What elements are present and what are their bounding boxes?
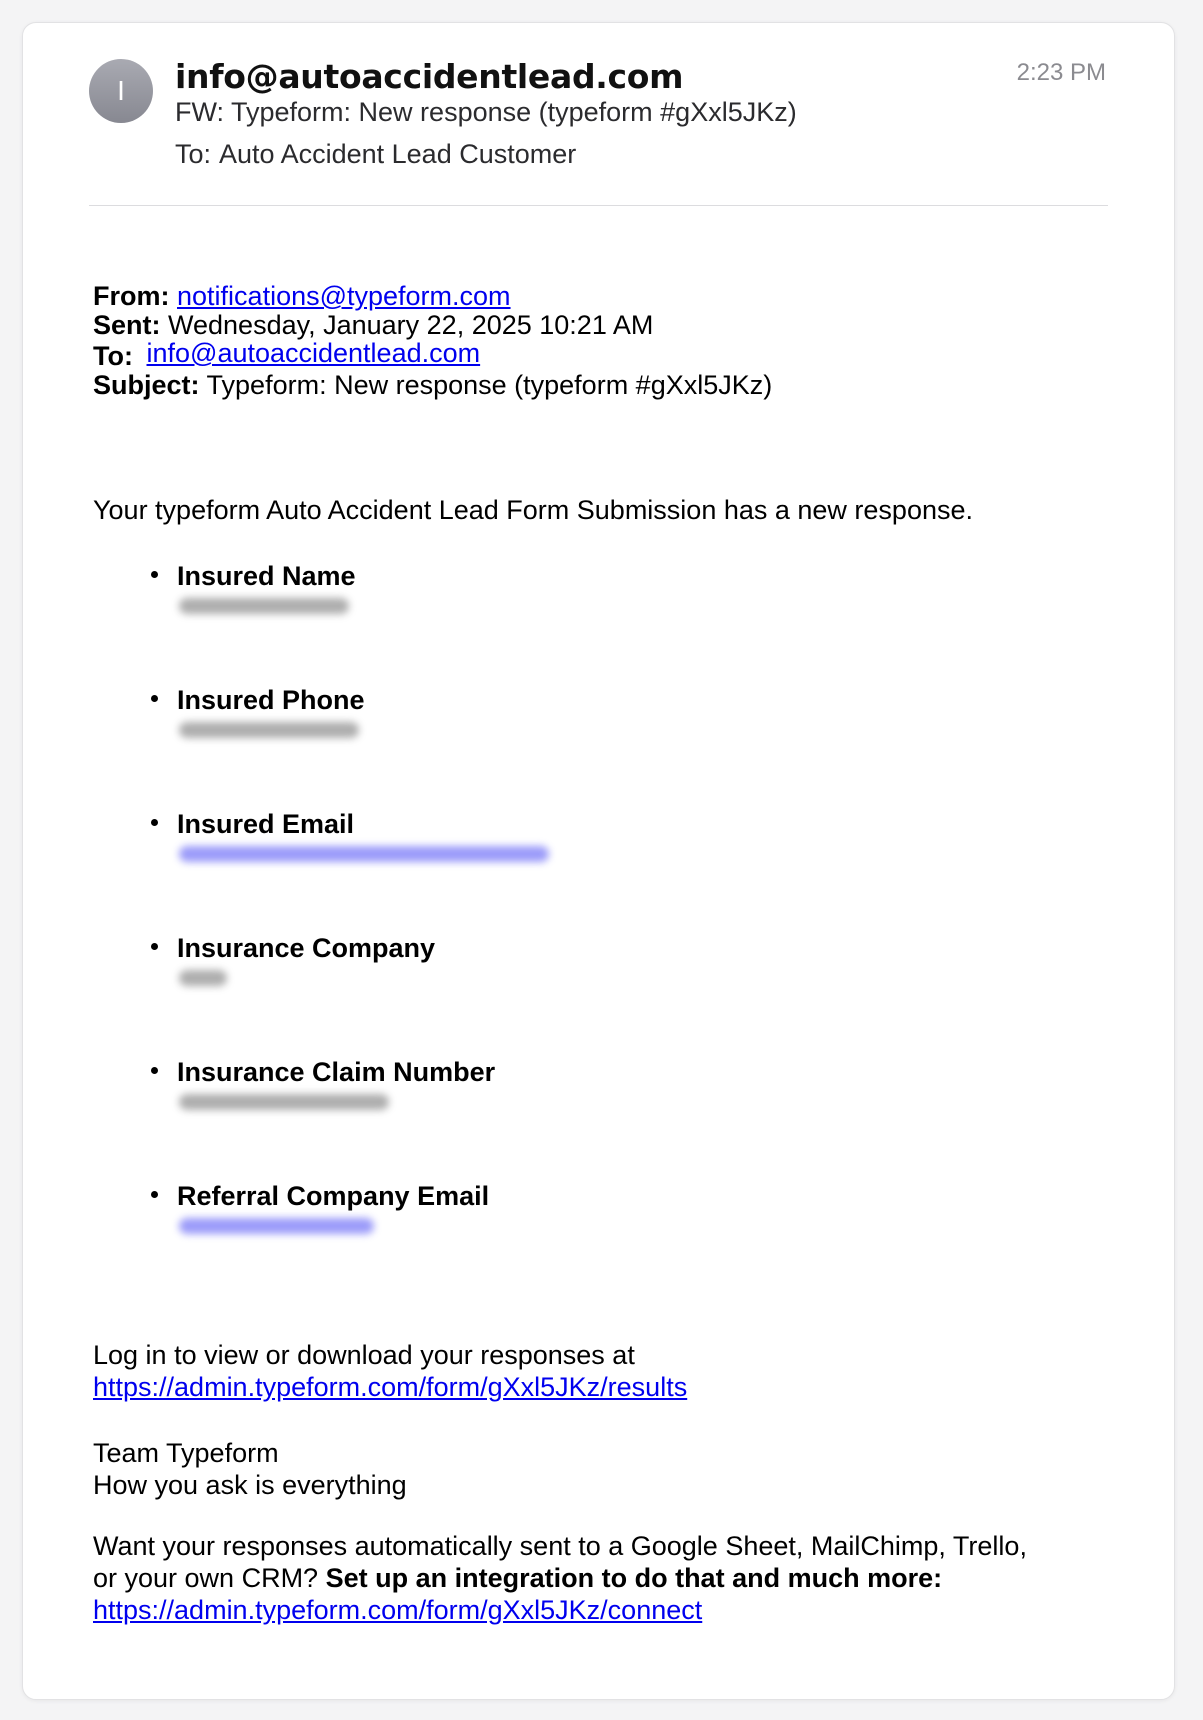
bullet-icon: [151, 943, 158, 950]
recipient-line: [175, 139, 576, 170]
sender-address[interactable]: info@autoaccidentlead.com: [175, 57, 684, 96]
field-label: Insured Name: [177, 561, 356, 591]
redacted-value: [179, 722, 359, 738]
field-label: Referral Company Email: [177, 1181, 490, 1211]
redacted-value: [179, 598, 349, 614]
bullet-icon: [151, 695, 158, 702]
field-label: Insured Email: [177, 809, 355, 839]
redacted-email-link[interactable]: [179, 1218, 374, 1234]
integration-text-line2: [93, 1562, 1027, 1594]
recipient-label: To:: [175, 139, 212, 169]
field-label: Insurance Company: [177, 933, 436, 963]
integration-text-line1: Want your responses automatically sent to a Google Sheet, MailChimp, Trello,: [93, 1531, 1027, 1561]
login-block: [93, 1339, 687, 1403]
tagline: How you ask is everything: [93, 1470, 407, 1500]
connect-link[interactable]: https://admin.typeform.com/form/gXxl5JKz/connect: [93, 1595, 703, 1625]
integration-cta: Set up an integration to do that and much more:: [325, 1563, 943, 1593]
redacted-email-link[interactable]: [179, 846, 549, 862]
sender-avatar[interactable]: [89, 59, 153, 123]
bullet-icon: [151, 819, 158, 826]
integration-text: or your own CRM?: [93, 1563, 319, 1593]
bullet-icon: [151, 1067, 158, 1074]
recipient-name[interactable]: Auto Accident Lead Customer: [219, 139, 577, 169]
results-link[interactable]: https://admin.typeform.com/form/gXxl5JKz/results: [93, 1372, 688, 1402]
redacted-value: [179, 1094, 389, 1110]
redacted-value: [179, 970, 227, 986]
integration-block: [93, 1530, 1027, 1626]
subject-label: Subject:: [93, 370, 200, 400]
forwarded-subject-row: [93, 369, 1114, 401]
intro-text: Your typeform Auto Accident Lead Form Submission has a new response.: [93, 495, 973, 525]
field-label: Insured Phone: [177, 685, 365, 715]
team-name: Team Typeform: [93, 1438, 279, 1468]
sent-label: Sent:: [93, 310, 161, 340]
bullet-icon: [151, 1191, 158, 1198]
field-label: Insurance Claim Number: [177, 1057, 496, 1087]
email-card: [22, 22, 1175, 1700]
login-text: Log in to view or download your responses at: [93, 1340, 635, 1370]
email-subject: FW: Typeform: New response (typeform #gXxl5JKz): [175, 97, 797, 127]
to-label: To:: [93, 341, 133, 371]
header-divider: [89, 205, 1108, 206]
bullet-icon: [151, 571, 158, 578]
signature-block: [93, 1437, 407, 1501]
received-time: 2:23 PM: [1016, 59, 1106, 86]
forwarded-to-row: [93, 337, 1114, 369]
sent-date: Wednesday, January 22, 2025 10:21 AM: [168, 310, 654, 340]
forwarded-from-row: [93, 280, 1114, 312]
forwarded-header: [93, 280, 1114, 401]
from-email-link[interactable]: notifications@typeform.com: [177, 281, 511, 311]
avatar-initial: I: [117, 75, 125, 106]
from-label: From:: [93, 281, 170, 311]
subject-value: Typeform: New response (typeform #gXxl5JKz): [206, 370, 773, 400]
to-email-link[interactable]: info@autoaccidentlead.com: [146, 338, 481, 368]
